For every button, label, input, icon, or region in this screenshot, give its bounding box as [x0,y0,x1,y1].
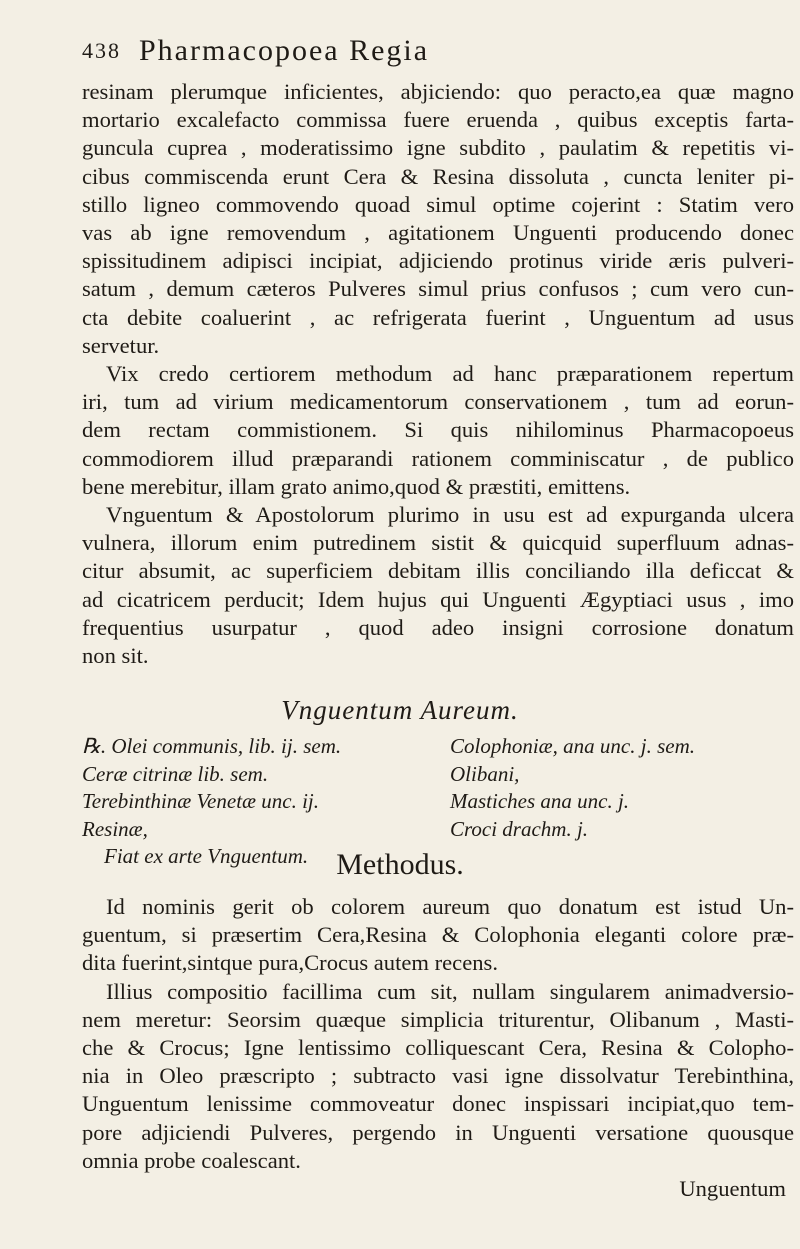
running-header [82,34,782,70]
ingredient-line: Terebinthinæ Venetæ unc. ij. [82,789,320,813]
ingredient-line: Croci drachm. j. [450,816,589,841]
ingredient-line: Resinæ, [82,816,148,841]
running-title: Pharmacopoea Regia [139,34,430,67]
main-text [82,78,794,670]
methodus-paragraph-2 [82,978,794,1175]
ingredient-line: Mastiches ana unc. j. [450,789,630,813]
text-line: che & Crocus; Igne lentissimo colliquescant Cera, Resina & Colopho- [82,1035,794,1061]
ingredient-line: Ceræ citrinæ lib. sem. [82,761,269,786]
ingredients-right-column [450,733,794,843]
paragraph-2 [82,360,794,501]
text-line: stillo ligneo commovendo quoad simul optime cojerint : Statim vero [82,191,794,217]
text-line: iri, tum ad virium medicamentorum conservationem , tum ad eorun- [82,389,794,415]
text-line: mortario excalefacto commissa fuere eruenda , quibus exceptis farta- [82,107,794,133]
text-line: guncula cuprea , moderatissimo igne subdito , paulatim & repetitis vi- [82,135,794,161]
page-number: 438 [82,38,121,63]
text-line: bene merebitur, illam grato animo,quod & præstiti, emittens. [82,473,631,499]
text-line: Vnguentum & Apostolorum plurimo in usu est ad expurganda ulcera [106,502,794,528]
text-line: commodiorem illud præparandi rationem comminiscatur , de publico [82,445,794,471]
text-line: Unguentum lenissime commoveatur donec inspissari incipiat,quo tem- [82,1091,794,1117]
paragraph-1 [82,78,794,360]
text-line: Illius compositio facillima cum sit, nullam singularem animadversio- [106,978,794,1004]
ingredient-line: Colophoniæ, ana unc. j. sem. [450,734,695,758]
ingredient-line: Olibani, [450,761,520,786]
paragraph-3 [82,501,794,670]
methodus-text [82,893,794,1203]
text-line: Id nominis gerit ob colorem aureum quo donatum est istud Un- [106,894,794,919]
text-line: dem rectam commistionem. Si quis nihilominus Pharmacopoeus [82,417,794,443]
text-line: cibus commiscenda erunt Cera & Resina dissoluta , cuncta leniter pi- [82,163,794,189]
text-line: cta debite coaluerint , ac refrigerata fuerint , Unguentum ad usus [82,304,794,330]
text-line: dita fuerint,sintque pura,Crocus autem recens. [82,950,498,976]
text-line: nia in Oleo præscripto ; subtracto vasi igne dissolvatur Terebinthina, [82,1063,794,1089]
text-line: omnia probe coalescant. [82,1147,301,1173]
text-line: vas ab igne removendum , agitationem Unguenti producendo donec [82,220,794,246]
methodus-heading: Methodus. [336,848,464,881]
text-line: frequentius usurpatur , quod adeo insigni corrosione donatum [82,614,794,640]
text-line: satum , demum cæteros Pulveres simul prius confusos ; cum vero cun- [82,276,794,302]
text-line: spissitudinem adipisci incipiat, adjiciendo protinus viride æris pulveri- [82,248,794,274]
methodus-paragraph-1 [82,893,794,978]
ingredient-line: ℞. Olei communis, lib. ij. sem. [82,734,342,758]
text-line: nem meretur: Seorsim quæque simplicia triturentur, Olibanum , Masti- [82,1006,794,1032]
text-line: guentum, si præsertim Cera,Resina & Colophonia eleganti colore præ- [82,922,794,948]
text-line: pore adjiciendi Pulveres, pergendo in Unguenti versatione quousque [82,1119,794,1145]
text-line: Vix credo certiorem methodum ad hanc præparationem repertum [106,361,794,387]
text-line: ad cicatricem perducit; Idem hujus qui Unguenti Ægyptiaci usus , imo [82,586,794,612]
text-line: citur absumit, ac superficiem debitam illis conciliando illa deficcat & [82,558,794,584]
text-line: servetur. [82,332,160,358]
text-line: non sit. [82,643,149,669]
text-line: resinam plerumque inficientes, abjiciendo: quo peracto,ea quæ magno [82,79,794,104]
text-line: vulnera, illorum enim putredinem sistit & quicquid superfluum adnas- [82,530,794,556]
catchword: Unguentum [679,1176,786,1202]
recipe-title: Vnguentum Aureum. [281,695,519,725]
recipe-instruction: Fiat ex arte Vnguentum. [104,844,309,868]
